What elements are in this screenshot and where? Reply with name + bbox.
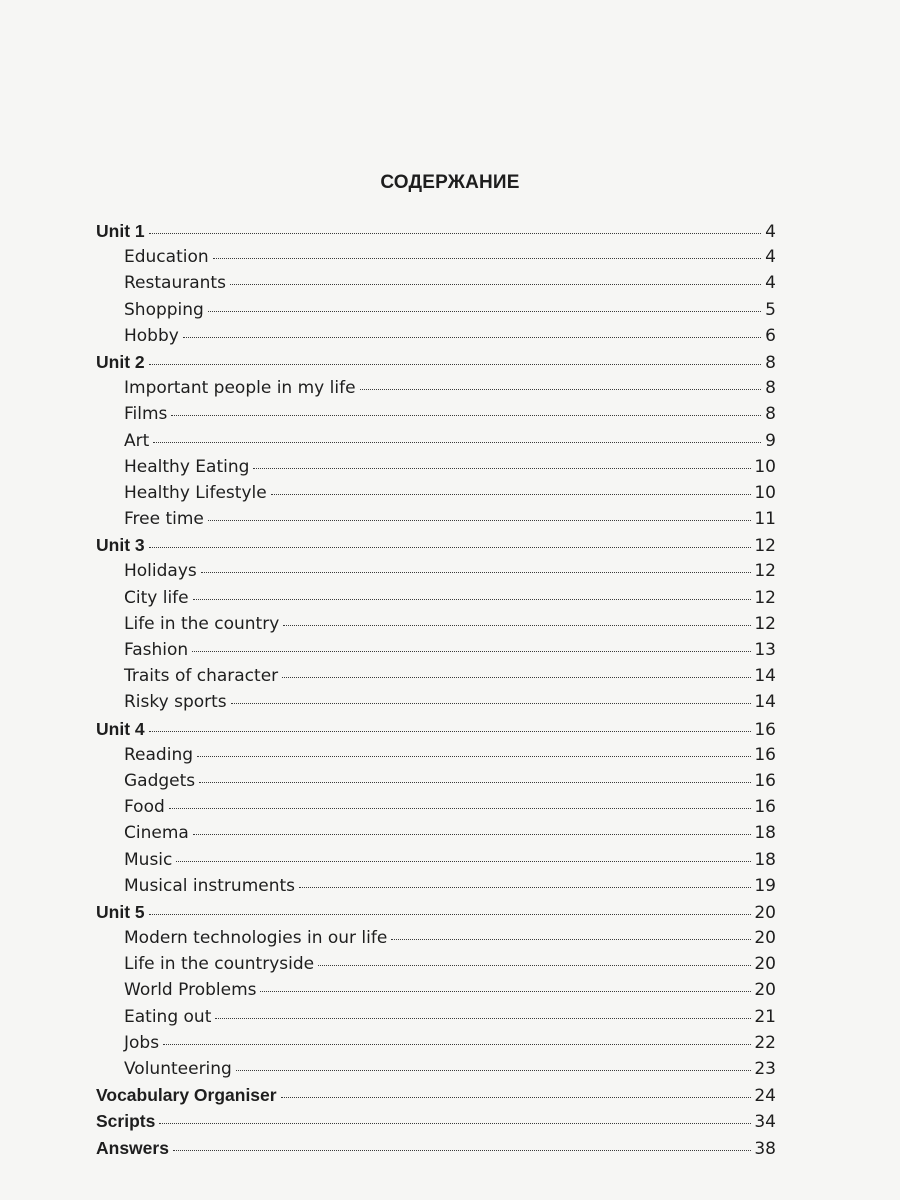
toc-topic-entry	[96, 742, 776, 768]
toc-page-number: 20	[754, 954, 776, 975]
toc-page-number: 13	[754, 640, 776, 660]
toc-topic-entry	[96, 820, 776, 846]
toc-topic-entry	[96, 1030, 776, 1056]
toc-page-number: 34	[754, 1112, 776, 1133]
toc-topic-entry	[96, 428, 776, 454]
toc-entry-label: Unit 2	[96, 351, 145, 372]
toc-topic-entry	[96, 794, 776, 820]
dot-leader	[253, 467, 751, 469]
dot-leader	[283, 624, 751, 626]
toc-entry-label: Unit 3	[96, 535, 145, 556]
toc-unit-entry	[96, 716, 776, 742]
dot-leader	[169, 807, 752, 809]
toc-entry-label: Films	[124, 404, 168, 425]
toc-page-number: 23	[754, 1059, 776, 1079]
table-of-contents	[96, 218, 776, 1161]
toc-page-number: 20	[754, 902, 776, 923]
toc-topic-entry	[96, 506, 776, 532]
toc-entry-label: Healthy Eating	[124, 456, 250, 477]
toc-topic-entry	[96, 689, 776, 715]
toc-page-number: 12	[754, 561, 776, 582]
toc-entry-label: Answers	[96, 1137, 169, 1158]
toc-page-number: 8	[765, 378, 776, 399]
toc-topic-entry	[96, 1056, 776, 1082]
dot-leader	[215, 1017, 751, 1019]
toc-page-number: 4	[765, 273, 776, 294]
toc-entry-label: Shopping	[124, 299, 204, 320]
toc-entry-label: City life	[124, 587, 189, 608]
page-title: СОДЕРЖАНИЕ	[380, 172, 520, 193]
toc-entry-label: Gadgets	[124, 770, 196, 791]
dot-leader	[281, 1096, 752, 1098]
dot-leader	[230, 283, 761, 285]
toc-entry-label: Holidays	[124, 561, 197, 582]
toc-topic-entry	[96, 611, 776, 637]
toc-entry-label: Vocabulary Organiser	[96, 1085, 277, 1106]
toc-topic-entry	[96, 375, 776, 401]
toc-unit-entry	[96, 899, 776, 925]
dot-leader	[271, 493, 752, 495]
dot-leader	[173, 1149, 751, 1151]
toc-page-number: 14	[754, 692, 776, 713]
toc-entry-label: Important people in my life	[124, 378, 356, 399]
dot-leader	[193, 598, 752, 600]
dot-leader	[197, 755, 751, 757]
toc-page-number: 10	[754, 482, 776, 503]
toc-topic-entry	[96, 925, 776, 951]
toc-page-number: 6	[765, 325, 776, 346]
toc-page-number: 18	[754, 823, 776, 844]
toc-entry-label: Free time	[124, 509, 204, 530]
toc-entry-label: Reading	[124, 744, 194, 765]
toc-entry-label: Healthy Lifestyle	[124, 482, 267, 503]
dot-leader	[199, 781, 751, 783]
dot-leader	[201, 571, 752, 573]
toc-page-number: 21	[754, 1006, 776, 1027]
toc-page-number: 20	[754, 928, 776, 949]
toc-entry-label: Music	[124, 849, 173, 870]
toc-entry-label: Life in the countryside	[124, 954, 315, 975]
toc-page-number: 10	[754, 456, 776, 477]
dot-leader	[149, 232, 761, 234]
toc-entry-label: Unit 4	[96, 718, 145, 739]
toc-entry-label: Unit 5	[96, 901, 145, 922]
toc-page-number: 38	[754, 1138, 776, 1159]
toc-topic-entry	[96, 323, 776, 349]
dot-leader	[192, 650, 751, 652]
toc-topic-entry	[96, 977, 776, 1003]
toc-topic-entry	[96, 1004, 776, 1030]
toc-page-number: 16	[754, 770, 776, 791]
toc-page-number: 22	[754, 1032, 776, 1053]
toc-entry-label: Hobby	[124, 325, 179, 346]
toc-entry-label: Life in the country	[124, 613, 280, 634]
toc-page-number: 4	[765, 222, 776, 242]
toc-section-entry	[96, 1082, 776, 1108]
dot-leader	[282, 676, 751, 678]
toc-topic-entry	[96, 847, 776, 873]
toc-entry-label: Fashion	[124, 640, 189, 660]
toc-topic-entry	[96, 558, 776, 584]
dot-leader	[149, 730, 752, 732]
dot-leader	[171, 414, 761, 416]
toc-entry-label: Jobs	[124, 1032, 160, 1053]
toc-page-number: 16	[754, 744, 776, 765]
toc-page-number: 24	[754, 1086, 776, 1107]
dot-leader	[159, 1122, 751, 1124]
toc-topic-entry	[96, 663, 776, 689]
dot-leader	[391, 938, 751, 940]
toc-topic-entry	[96, 951, 776, 977]
toc-entry-label: Risky sports	[124, 692, 227, 713]
toc-page-number: 5	[765, 299, 776, 320]
dot-leader	[163, 1043, 751, 1045]
toc-topic-entry	[96, 401, 776, 427]
dot-leader	[260, 990, 751, 992]
toc-topic-entry	[96, 637, 776, 663]
dot-leader	[360, 388, 761, 390]
toc-topic-entry	[96, 297, 776, 323]
toc-topic-entry	[96, 480, 776, 506]
toc-entry-label: Food	[124, 797, 165, 818]
toc-topic-entry	[96, 873, 776, 899]
toc-page-number: 20	[754, 980, 776, 1001]
toc-entry-label: Unit 1	[96, 221, 145, 241]
dot-leader	[208, 519, 751, 521]
toc-entry-label: Volunteering	[124, 1059, 232, 1079]
dot-leader	[149, 546, 752, 548]
toc-entry-label: Musical instruments	[124, 875, 296, 896]
dot-leader	[149, 363, 761, 365]
toc-page-number: 8	[765, 352, 776, 373]
dot-leader	[299, 886, 751, 888]
toc-page-number: 12	[754, 587, 776, 608]
toc-section-entry	[96, 1135, 776, 1161]
toc-page-number: 14	[754, 666, 776, 687]
dot-leader	[318, 964, 751, 966]
dot-leader	[208, 310, 761, 312]
toc-unit-entry	[96, 218, 776, 244]
toc-page-number: 16	[754, 797, 776, 818]
toc-topic-entry	[96, 768, 776, 794]
toc-entry-label: Traits of character	[124, 666, 279, 687]
toc-topic-entry	[96, 270, 776, 296]
dot-leader	[183, 336, 761, 338]
toc-page-number: 8	[765, 404, 776, 425]
toc-entry-label: Scripts	[96, 1111, 156, 1132]
toc-page-number: 12	[754, 536, 776, 557]
toc-topic-entry	[96, 244, 776, 270]
toc-unit-entry	[96, 532, 776, 558]
dot-leader	[153, 441, 761, 443]
toc-topic-entry	[96, 585, 776, 611]
toc-page-number: 9	[765, 430, 776, 451]
toc-page-number: 18	[754, 849, 776, 870]
toc-unit-entry	[96, 349, 776, 375]
toc-entry-label: Art	[124, 430, 150, 451]
toc-page-number: 16	[754, 719, 776, 740]
dot-leader	[149, 913, 752, 915]
toc-entry-label: Education	[124, 247, 209, 268]
toc-entry-label: World Problems	[124, 980, 257, 1001]
dot-leader	[193, 833, 752, 835]
dot-leader	[176, 860, 751, 862]
toc-page-number: 19	[754, 875, 776, 896]
dot-leader	[236, 1069, 752, 1071]
toc-page-number: 12	[754, 613, 776, 634]
toc-entry-label: Modern technologies in our life	[124, 928, 388, 949]
toc-entry-label: Restaurants	[124, 273, 226, 294]
toc-entry-label: Eating out	[124, 1006, 212, 1027]
toc-entry-label: Cinema	[124, 823, 189, 844]
toc-section-entry	[96, 1108, 776, 1134]
toc-topic-entry	[96, 454, 776, 480]
dot-leader	[231, 702, 752, 704]
toc-page-number: 11	[754, 509, 776, 530]
toc-page-number: 4	[765, 247, 776, 268]
dot-leader	[213, 257, 761, 259]
